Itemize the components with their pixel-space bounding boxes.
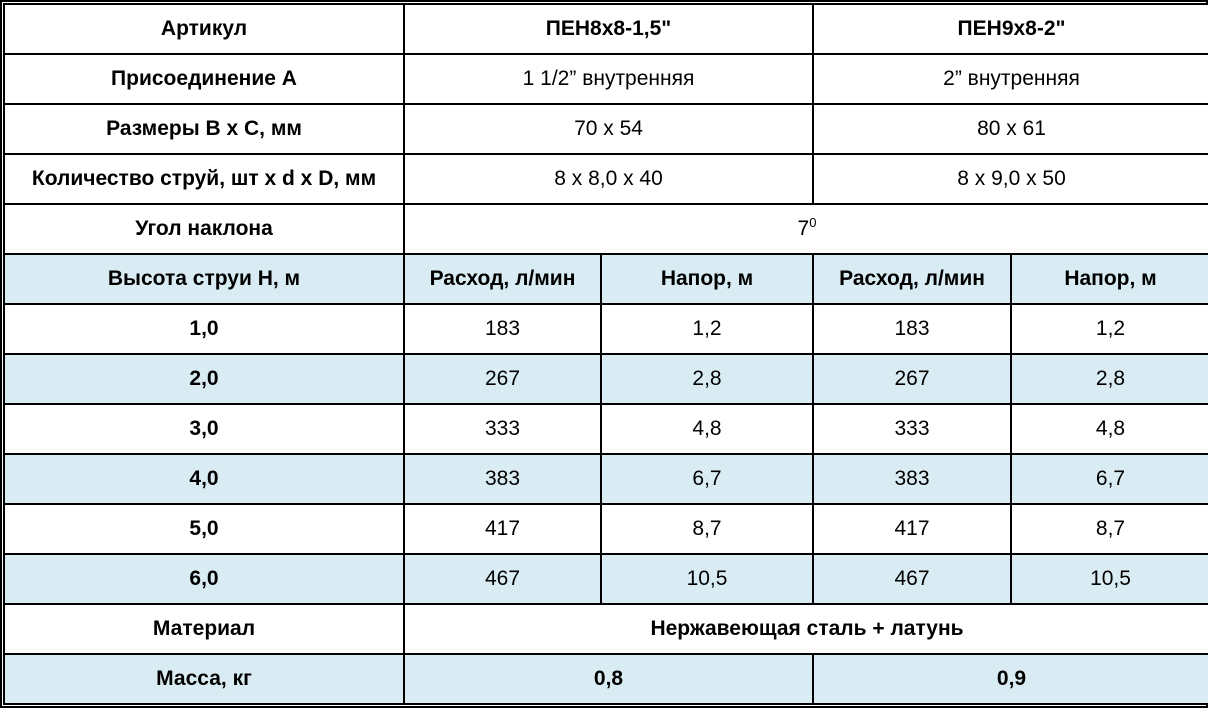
perf-head-2: 4,8: [1011, 404, 1208, 454]
connection-label: Присоединение А: [4, 54, 404, 104]
perf-flow-1: 267: [404, 354, 601, 404]
perf-head-1: 2,8: [601, 354, 813, 404]
product-spec-table: [3, 3, 1208, 705]
perf-head-2: 10,5: [1011, 554, 1208, 604]
perf-row-4: [4, 454, 1208, 504]
perf-head-2: 2,8: [1011, 354, 1208, 404]
perf-header-flow-2: Расход, л/мин: [813, 254, 1011, 304]
dimensions-label: Размеры В х С, мм: [4, 104, 404, 154]
row-connection: [4, 54, 1208, 104]
mass-value-1: 0,8: [404, 654, 813, 704]
perf-head-1: 8,7: [601, 504, 813, 554]
perf-height: 5,0: [4, 504, 404, 554]
perf-header-head-2: Напор, м: [1011, 254, 1208, 304]
article-label: Артикул: [4, 4, 404, 54]
row-mass: [4, 654, 1208, 704]
perf-header-flow-1: Расход, л/мин: [404, 254, 601, 304]
perf-head-1: 4,8: [601, 404, 813, 454]
perf-height: 4,0: [4, 454, 404, 504]
row-angle: [4, 204, 1208, 254]
row-dimensions: [4, 104, 1208, 154]
perf-head-1: 6,7: [601, 454, 813, 504]
perf-flow-2: 383: [813, 454, 1011, 504]
row-perf-header: [4, 254, 1208, 304]
perf-flow-1: 417: [404, 504, 601, 554]
perf-height: 6,0: [4, 554, 404, 604]
angle-value-number: 7: [797, 217, 810, 240]
perf-row-2: [4, 354, 1208, 404]
perf-head-1: 1,2: [601, 304, 813, 354]
article-model-1: ПЕН8х8-1,5": [404, 4, 813, 54]
perf-flow-1: 183: [404, 304, 601, 354]
perf-head-2: 8,7: [1011, 504, 1208, 554]
perf-row-1: [4, 304, 1208, 354]
perf-flow-2: 333: [813, 404, 1011, 454]
perf-flow-2: 417: [813, 504, 1011, 554]
jet-count-value-2: 8 х 9,0 х 50: [813, 154, 1208, 204]
perf-flow-2: 267: [813, 354, 1011, 404]
mass-value-2: 0,9: [813, 654, 1208, 704]
material-value: Нержавеющая сталь + латунь: [404, 604, 1208, 654]
row-material: [4, 604, 1208, 654]
perf-header-height: Высота струи Н, м: [4, 254, 404, 304]
perf-head-2: 6,7: [1011, 454, 1208, 504]
angle-label: Угол наклона: [4, 204, 404, 254]
perf-header-head-1: Напор, м: [601, 254, 813, 304]
perf-flow-1: 333: [404, 404, 601, 454]
perf-row-3: [4, 404, 1208, 454]
connection-value-1: 1 1/2” внутренняя: [404, 54, 813, 104]
row-article: [4, 4, 1208, 54]
perf-flow-2: 467: [813, 554, 1011, 604]
perf-head-1: 10,5: [601, 554, 813, 604]
connection-value-2: 2” внутренняя: [813, 54, 1208, 104]
perf-height: 2,0: [4, 354, 404, 404]
perf-flow-1: 383: [404, 454, 601, 504]
jet-count-value-1: 8 х 8,0 х 40: [404, 154, 813, 204]
perf-row-5: [4, 504, 1208, 554]
perf-height: 1,0: [4, 304, 404, 354]
perf-flow-2: 183: [813, 304, 1011, 354]
perf-flow-1: 467: [404, 554, 601, 604]
row-jet-count: [4, 154, 1208, 204]
dimensions-value-1: 70 х 54: [404, 104, 813, 154]
angle-value: [404, 204, 1208, 254]
angle-value-superscript: 0: [809, 215, 817, 230]
dimensions-value-2: 80 х 61: [813, 104, 1208, 154]
perf-head-2: 1,2: [1011, 304, 1208, 354]
material-label: Материал: [4, 604, 404, 654]
jet-count-label: Количество струй, шт х d х D, мм: [4, 154, 404, 204]
perf-height: 3,0: [4, 404, 404, 454]
article-model-2: ПЕН9х8-2": [813, 4, 1208, 54]
mass-label: Масса, кг: [4, 654, 404, 704]
perf-row-6: [4, 554, 1208, 604]
